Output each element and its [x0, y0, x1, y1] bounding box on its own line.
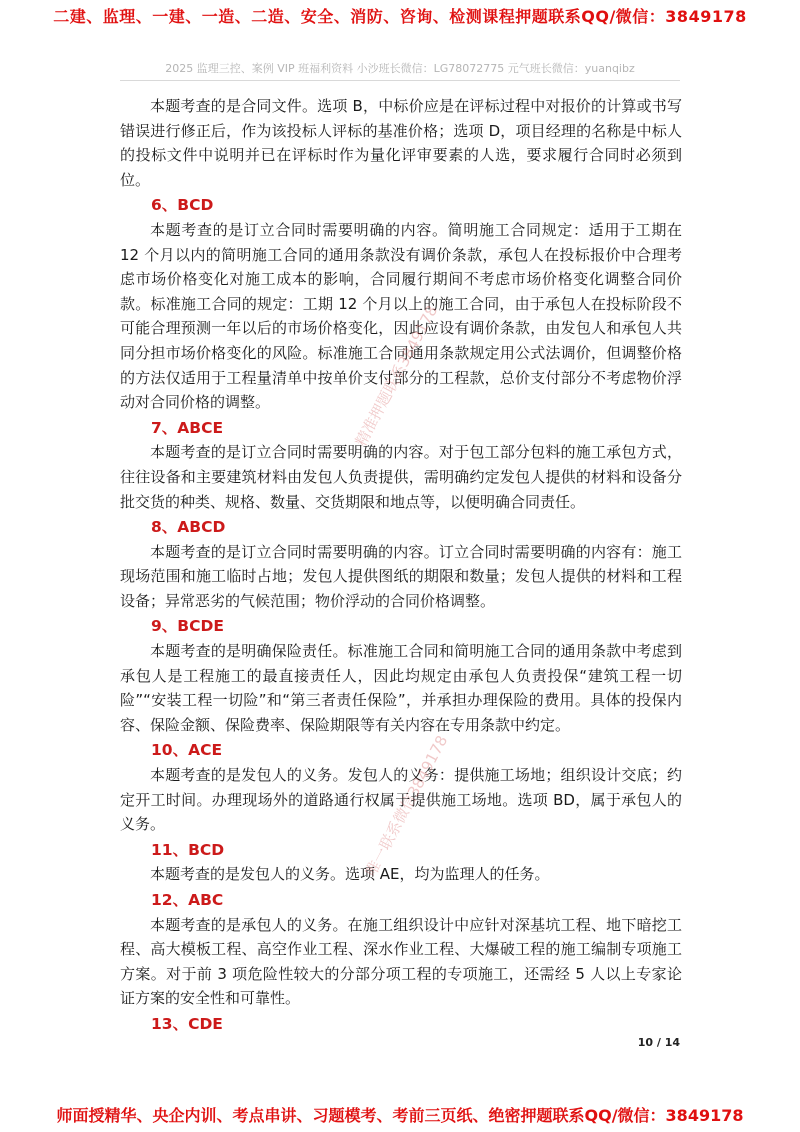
document-body [120, 94, 682, 1037]
top-promo-banner: 二建、监理、一建、一造、二造、安全、消防、咨询、检测课程押题联系QQ/微信：3849178 [53, 7, 747, 26]
page-number: 10 / 14 [637, 1036, 680, 1049]
explanation-paragraph-11: 本题考查的是发包人的义务。选项 AE，均为监理人的任务。 [150, 865, 550, 884]
explanation-paragraph-12: 本题考查的是承包人的义务。在施工组织设计中应针对深基坑工程、地下暗挖工程、高大模板工程、高空作业工程、深水作业工程、大爆破工程的施工编制专项施工方案。对于前 3 项危险性较大的分部分项工程的专项施工，还需经 5 人以上专家论证方案的安全性和可靠性。 [120, 915, 682, 1008]
answer-heading-11: 11、BCD [151, 840, 225, 859]
explanation-paragraph-8: 本题考查的是订立合同时需要明确的内容。订立合同时需要明确的内容有：施工现场范围和施工临时占地；发包人提供图纸的期限和数量；发包人提供的材料和工程设备；异常恶劣的气候范围；物价浮动的合同价格调整。 [120, 542, 682, 610]
answer-heading-8: 8、ABCD [151, 518, 226, 537]
explanation-paragraph-10: 本题考查的是发包人的义务。发包人的义务：提供施工场地；组织设计交底；约定开工时间。办理现场外的道路通行权属于提供施工场地。选项 BD，属于承包人的义务。 [120, 766, 682, 834]
answer-heading-12: 12、ABC [151, 891, 224, 909]
answer-heading-9: 9、BCDE [151, 617, 224, 636]
header-divider [120, 80, 680, 81]
answer-heading-10: 10、ACE [151, 741, 223, 760]
watermark-text: 精准押题联系3849178 [351, 302, 442, 450]
answer-heading-7: 7、ABCE [151, 418, 224, 437]
page-header: 2025 监理三控、案例 VIP 班福利资料 小沙班长微信：LG78072775 元气班长微信：yuanqibz [165, 62, 635, 75]
watermark-text: 唯一联系微信3849178 [361, 732, 452, 880]
answer-heading-6: 6、BCD [151, 196, 214, 215]
explanation-paragraph-6: 本题考查的是订立合同时需要明确的内容。简明施工合同规定：适用于工期在 12 个月以内的简明施工合同的通用条款没有调价条款，承包人在投标报价中合理考虑市场价格变化对施工成本的影响，合同履行期间不考虑市场价格变化调整合同价款。标准施工合同的规定：工期 12 个月以上的施工合同，由于承包人在投标阶段不可能合理预测一年以后的市场价格变化，因此应设有调价条款，由发包人和承包人共同分担市场价格变化的风险。标准施工合同通用条款规定用公式法调价，但调整价格的方法仅适用于工程量清单中按单价支付部分的工程款，总价支付部分不考虑物价浮动对合同价格的调整。 [120, 220, 682, 412]
explanation-paragraph-9: 本题考查的是明确保险责任。标准施工合同和简明施工合同的通用条款中考虑到承包人是工程施工的最直接责任人，因此均规定由承包人负责投保“建筑工程一切险”“安装工程一切险”和“第三者责任保险”，并承担办理保险的费用。具体的投保内容、保险金额、保险费率、保险期限等有关内容在专用条款中约定。 [120, 642, 682, 734]
bottom-promo-banner: 师面授精华、央企内训、考点串讲、习题模考、考前三页纸、绝密押题联系QQ/微信：3849178 [56, 1106, 744, 1125]
explanation-paragraph-5: 本题考查的是合同文件。选项 B，中标价应是在评标过程中对报价的计算或书写错误进行修正后，作为该投标人评标的基准价格；选项 D，项目经理的名称是中标人的投标文件中说明并已在评标时作为量化评审要素的人选，要求履行合同时必须到位。 [120, 97, 682, 189]
explanation-paragraph-7: 本题考查的是订立合同时需要明确的内容。对于包工部分包料的施工承包方式，往往设备和主要建筑材料由发包人负责提供，需明确约定发包人提供的材料和设备分批交货的种类、规格、数量、交货期限和地点等，以便明确合同责任。 [120, 443, 682, 511]
answer-heading-13: 13、CDE [151, 1014, 223, 1033]
